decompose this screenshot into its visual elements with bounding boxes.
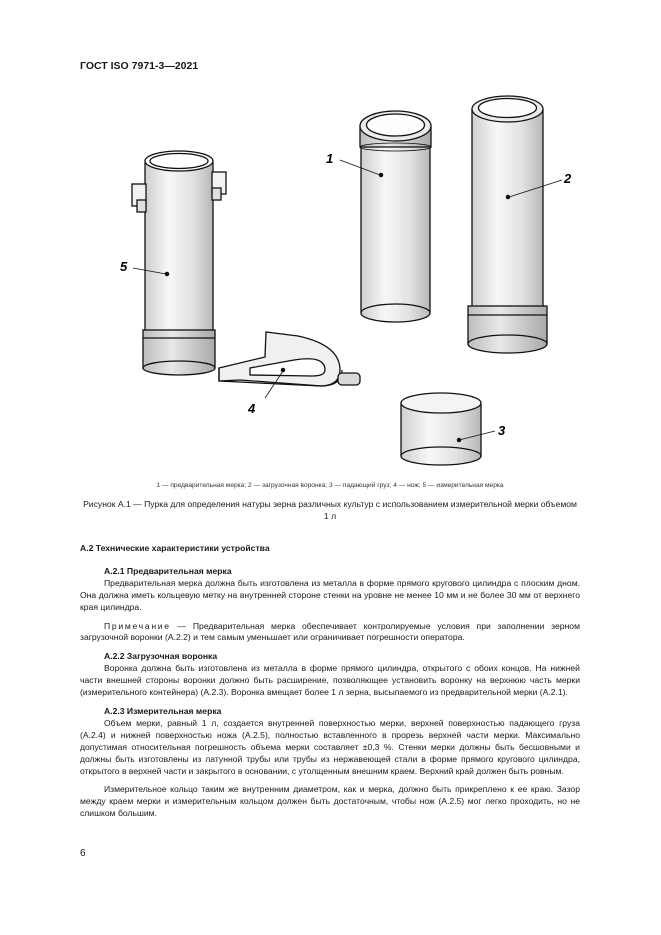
- subsection-heading-a23: А.2.3 Измерительная мерка: [104, 705, 222, 716]
- note-paragraph: [80, 621, 580, 645]
- section-heading: А.2 Технические характеристики устройства: [80, 543, 270, 553]
- paragraph-a22: Воронка должна быть изготовлена из металла в форме прямого цилиндра, открытого с обоих концов. На нижней части внешней стороны воронки должно быть расширение, позволяющее установить воронку на верхнюю часть мерки (измерительного контейнера) (А.2.3). Воронка вмещает более 1 л зерна, высыпаемого из предварительной мерки (А.2.1).: [80, 663, 580, 698]
- figure-label-1: 1: [326, 151, 334, 166]
- figure-caption: Рисунок А.1 — Пурка для определения натуры зерна различных культур с использованием измерительной мерки объемом 1 л: [83, 499, 577, 521]
- note-text: — Предварительная мерка обеспечивает контролируемые условия при заполнении зерном загрузочной воронки (А.2.2) и тем самым уменьшает или ограничивает погрешности оператора.: [80, 620, 580, 643]
- document-header: ГОСТ ISO 7971-3—2021: [80, 60, 199, 72]
- figure-label-5: 5: [120, 259, 128, 274]
- falling-weight-drawing: [401, 393, 495, 465]
- loading-funnel-drawing: [468, 96, 562, 353]
- paragraph-a23-1: Объем мерки, равный 1 л, создается внутренней поверхностью мерки, верхней поверхностью падающего груза (А.2.4) и нижней поверхностью ножа (А.2.5), полностью вставленного в прорезь верхней части мерки. Максимально допустимая относительная погрешность объема мерки составляет ±0,3 %. Стенки мерки должны быть бесшовными и должны быть изготовлены из латунной трубы или трубы из нержавеющей стали в форме прямого кругового цилиндра, открытого в верхней части и закрытого в основании, с утолщенным внешним краем. Верхний край должен быть ровным.: [80, 717, 580, 776]
- figure-label-3: 3: [498, 423, 506, 438]
- note-label: Примечание: [104, 620, 171, 631]
- preliminary-measure-drawing: [340, 111, 431, 322]
- measuring-measure-drawing: [132, 151, 226, 375]
- subsection-heading-a21: А.2.1 Предварительная мерка: [104, 565, 232, 576]
- knife-drawing: [219, 332, 360, 398]
- figure-legend: 1 — предварительная мерка; 2 — загрузочная воронка; 3 — падающий груз; 4 — нож; 5 — измерительная мерка: [156, 482, 504, 489]
- paragraph-a21: Предварительная мерка должна быть изготовлена из металла в форме прямого кругового цилиндра с плоским дном. Она должна иметь кольцевую метку на внутренней стороне стенки на уровне не менее 10 мм и не более 30 мм от верхнего края цилиндра.: [80, 577, 580, 612]
- subsection-heading-a22: А.2.2 Загрузочная воронка: [104, 651, 218, 662]
- figure-label-2: 2: [564, 171, 572, 186]
- page-number: 6: [80, 848, 86, 859]
- document-body: [80, 543, 580, 820]
- paragraph-a23-2: Измерительное кольцо таким же внутренним диаметром, как и мерка, должно быть прикреплено к ее краю. Зазор между краем мерки и измерительным кольцом должен быть достаточным, чтобы нож (А.2.5) мог легко проходить, но не слишком большим.: [80, 784, 580, 819]
- figure-label-4: 4: [248, 401, 256, 416]
